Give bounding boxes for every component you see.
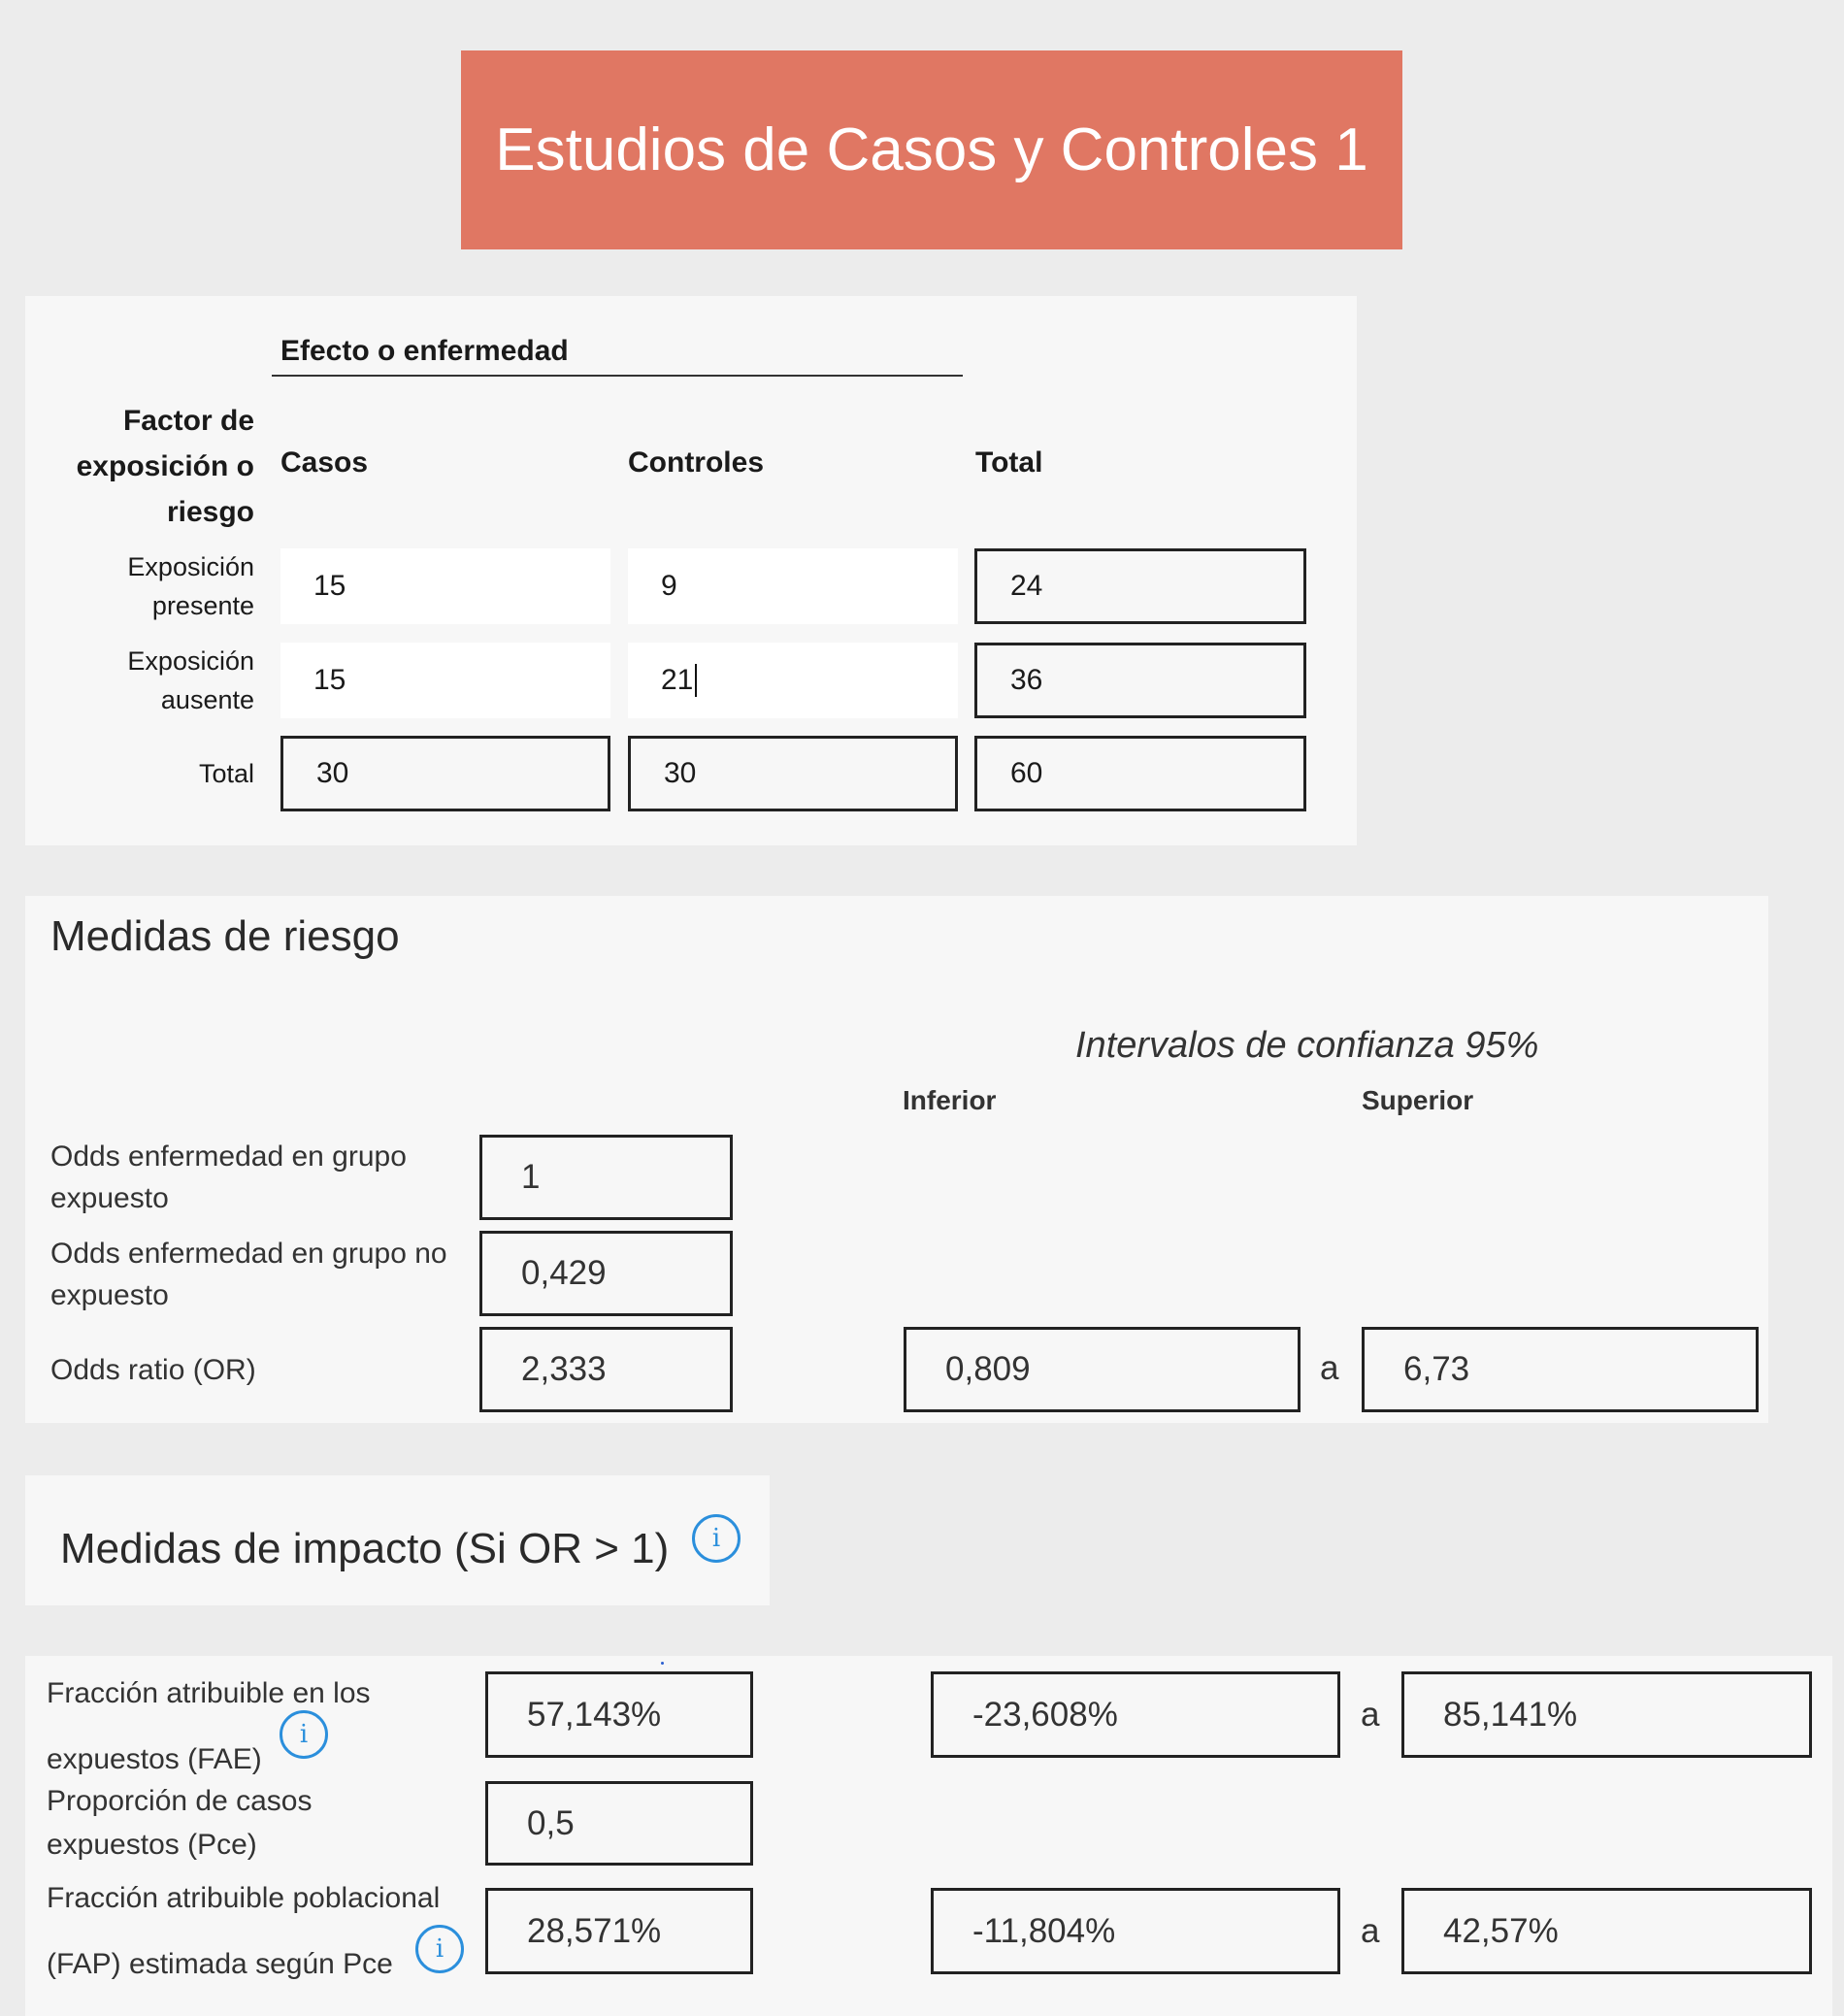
total-controls-value: 30 [628, 736, 958, 811]
risk-section-title: Medidas de riesgo [50, 912, 400, 960]
page-title-banner [461, 50, 1402, 249]
odds-unexposed-label: Odds enfermedad en grupo no expuesto [50, 1238, 447, 1311]
row-label-total: Total [198, 759, 254, 788]
effect-header-underline [272, 375, 963, 377]
total-cases-value: 30 [280, 736, 610, 811]
fap-info-icon[interactable]: i [415, 1925, 464, 1973]
impact-info-icon[interactable]: i [692, 1514, 741, 1563]
odds-ratio-ci-separator: a [1320, 1349, 1339, 1387]
fap-label: Fracción atribuible poblacional (FAP) estimada según Pce [47, 1882, 441, 1980]
total-exposed-value: 24 [974, 548, 1306, 624]
fae-ci-separator: a [1361, 1696, 1380, 1734]
ci-title: Intervalos de confianza 95% [1075, 1025, 1539, 1066]
controls-unexposed-input[interactable]: 21 [628, 643, 958, 718]
column-header-controls: Controles [628, 446, 765, 479]
factor-header: Factor de exposición o riesgo [76, 405, 254, 528]
fap-ci-lower: -11,804% [931, 1888, 1340, 1974]
stray-dot [661, 1662, 664, 1665]
row-label-exposure-present: Exposición presente [127, 552, 254, 620]
fap-ci-upper: 42,57% [1401, 1888, 1812, 1974]
fap-value: 28,571% [485, 1888, 753, 1974]
odds-ratio-value: 2,333 [479, 1327, 733, 1412]
text-cursor [695, 664, 697, 697]
odds-unexposed-value: 0,429 [479, 1231, 733, 1316]
fae-ci-upper: 85,141% [1401, 1671, 1812, 1758]
controls-exposed-input[interactable]: 9 [628, 548, 958, 624]
fae-value: 57,143% [485, 1671, 753, 1758]
ci-upper-label: Superior [1362, 1085, 1474, 1115]
impact-section-title: Medidas de impacto (Si OR > 1) [60, 1525, 670, 1572]
cases-exposed-input[interactable]: 15 [280, 548, 610, 624]
column-header-total: Total [975, 446, 1043, 479]
effect-header: Efecto o enfermedad [280, 335, 569, 367]
column-header-cases: Casos [280, 446, 369, 479]
fap-ci-separator: a [1361, 1912, 1380, 1950]
odds-exposed-value: 1 [479, 1135, 733, 1220]
ci-lower-label: Inferior [903, 1085, 997, 1115]
total-unexposed-value: 36 [974, 643, 1306, 718]
grand-total-value: 60 [974, 736, 1306, 811]
fae-info-icon[interactable]: i [280, 1710, 328, 1759]
row-label-exposure-absent: Exposición ausente [127, 646, 254, 714]
cases-unexposed-input[interactable]: 15 [280, 643, 610, 718]
fae-label: Fracción atribuible en los expuestos (FAE) [47, 1677, 371, 1775]
pce-label: Proporción de casos expuestos (Pce) [47, 1785, 313, 1861]
odds-ratio-ci-upper: 6,73 [1362, 1327, 1759, 1412]
fae-ci-lower: -23,608% [931, 1671, 1340, 1758]
odds-exposed-label: Odds enfermedad en grupo expuesto [50, 1140, 407, 1214]
odds-ratio-ci-lower: 0,809 [904, 1327, 1301, 1412]
odds-ratio-label: Odds ratio (OR) [50, 1354, 256, 1386]
pce-value: 0,5 [485, 1781, 753, 1866]
page-title: Estudios de Casos y Controles 1 [495, 116, 1368, 183]
